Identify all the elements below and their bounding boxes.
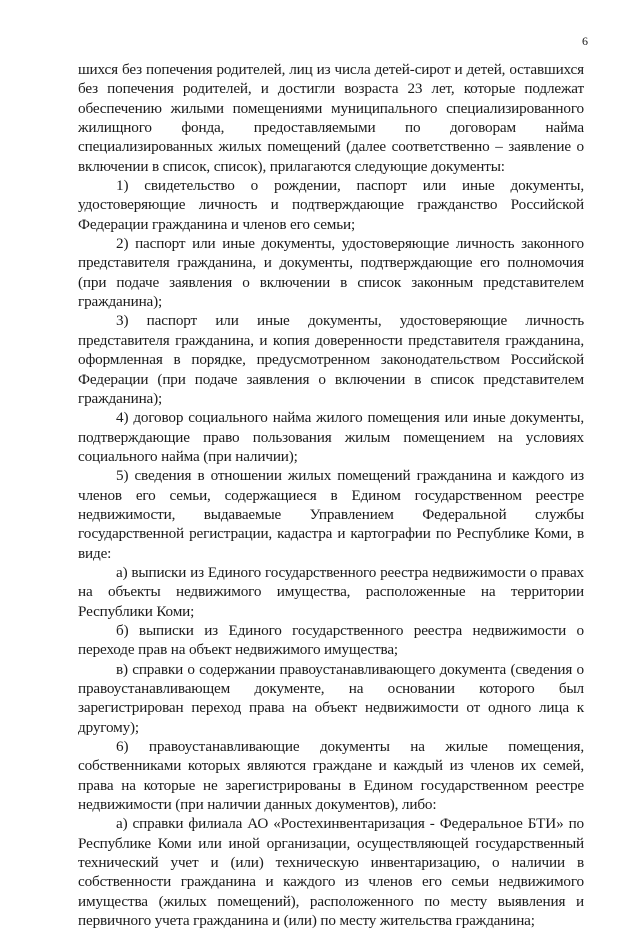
paragraph-item-1: 1) свидетельство о рождении, паспорт или иные документы, удостоверяющие личность и подтверждающие гражданство Российской Федерации гражданина и членов его семьи;: [78, 177, 584, 233]
paragraph-item-4: 4) договор социального найма жилого помещения или иные документы, подтверждающие право пользования жилым помещением на условиях социального найма (при наличии);: [78, 409, 584, 465]
paragraph-item-5c: в) справки о содержании правоустанавливающего документа (сведения о правоустанавливающем документе, на основании которого был зарегистрирован переход права на объект недвижимости от одного лица к другому);: [78, 660, 584, 736]
paragraph-item-5a: а) выписки из Единого государственного реестра недвижимости о правах на объекты недвижимого имущества, расположенные на территории Республики Коми;: [78, 563, 584, 620]
paragraph-intro: шихся без попечения родителей, лиц из числа детей-сирот и детей, оставшихся без попечения родителей, и достигли возраста 23 лет, которые подлежат обеспечению жилыми помещениями муниципального специализированного жилищного фонда, предоставляемыми по договорам найма специализированных жилых помещений (далее соответственно – заявление о включении в список, список), прилагаются следующие документы:: [78, 61, 584, 175]
paragraph-item-3: 3) паспорт или иные документы, удостоверяющие личность представителя гражданина, и копия доверенности представителя гражданина, оформленная в порядке, предусмотренном законодательством Российской Федерации (при подаче заявления о включении в список представителем гражданина);: [78, 312, 584, 407]
paragraph-item-6: 6) правоустанавливающие документы на жилые помещения, собственниками которых являются граждане и каждый из членов их семей, права на которые не зарегистрированы в Едином государственном реестре недвижимости (при наличии данных документов), либо:: [78, 738, 584, 814]
paragraph-item-2: 2) паспорт или иные документы, удостоверяющие личность законного представителя гражданина, и документы, подтверждающие его полномочия (при подаче заявления о включении в список законным представителем гражданина);: [78, 235, 584, 311]
document-body: [78, 60, 584, 930]
paragraph-item-5: 5) сведения в отношении жилых помещений гражданина и каждого из членов его семьи, содержащиеся в Едином государственном реестре недвижимости, выдаваемые Управлением Федеральной службы государственной регистрации, кадастра и картографии по Республике Коми, в виде:: [78, 467, 584, 562]
page-number: 6: [582, 34, 588, 48]
paragraph-item-5b: б) выписки из Единого государственного реестра недвижимости о переходе прав на объект недвижимого имущества;: [78, 621, 584, 659]
paragraph-item-6a: а) справки филиала АО «Ростехинвентаризация - Федеральное БТИ» по Республике Коми или иной организации, осуществляющей государственный технический учет и (или) техническую инвентаризацию, о наличии в собственности гражданина и каждого из членов его семьи недвижимого имущества (жилых помещений), расположенного по месту выявления и первичного учета гражданина и (или) по месту жительства гражданина;: [78, 815, 584, 930]
